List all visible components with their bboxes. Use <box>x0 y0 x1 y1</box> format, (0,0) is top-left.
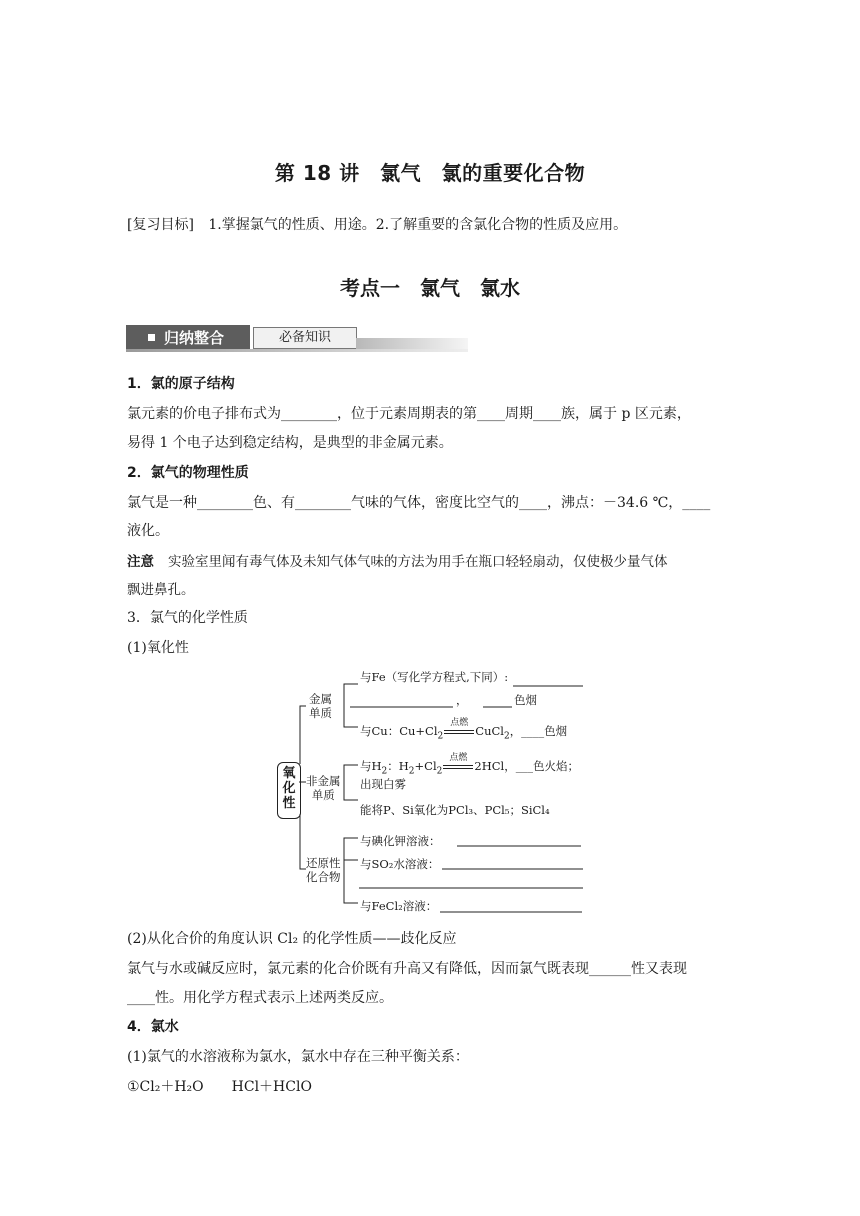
oxidizing-box <box>277 762 301 819</box>
note-text-2: 飘进鼻孔。 <box>127 582 195 598</box>
goal-label: [复习目标] <box>127 217 194 233</box>
so2-line: 与SO₂水溶液： <box>360 857 440 871</box>
s1-line-1: 氯元素的价电子排布式为________，位于元素周期表的第____周期____族，属于 p 区元素， <box>127 406 691 422</box>
compound-label-1: 还原性 <box>306 856 341 870</box>
heading-atomic-structure: 1．氯的原子结构 <box>127 376 235 392</box>
center-char-1: 氧 <box>282 766 296 781</box>
h2-text-b: ：H <box>387 759 409 773</box>
h2-text-d: 2HCl，___色火焰； <box>474 759 579 773</box>
nonmetal-label-1: 非金属 <box>306 774 341 788</box>
nonmetal-label-2: 单质 <box>311 788 335 802</box>
section-banner <box>126 325 468 352</box>
metal-label-1: 金属 <box>309 692 332 706</box>
fe-line-2-mid: ， <box>456 693 468 707</box>
h2-line-2: 出现白雾 <box>360 777 406 791</box>
s3-line-1: 氯气与水或碱反应时，氯元素的化合价既有升高又有降低，因而氯气既表现______性又表现 <box>127 961 687 977</box>
banner-secondary-label: 必备知识 <box>253 327 357 349</box>
heading-chlorine-water: 4．氯水 <box>127 1019 179 1035</box>
compound-label <box>306 856 341 884</box>
section-title: 考点一 氯气 氯水 <box>340 276 520 300</box>
banner-fade <box>356 338 468 349</box>
note-label: 注意 <box>127 554 154 570</box>
s1-line-2: 易得 1 个电子达到稳定结构，是典型的非金属元素。 <box>127 435 453 451</box>
heading-chemical-properties: 3．氯气的化学性质 <box>127 610 248 626</box>
cu-text-b: CuCl <box>475 724 504 738</box>
s4-line-1: (1)氯气的水溶液称为氯水，氯水中存在三种平衡关系： <box>127 1049 469 1065</box>
heading-physical-properties: 2．氯气的物理性质 <box>127 465 249 481</box>
metal-label <box>309 692 332 720</box>
metal-label-2: 单质 <box>309 706 332 720</box>
h2-text-a: 与H <box>360 759 382 773</box>
sub-oxidizing: (1)氧化性 <box>127 640 189 656</box>
h2-text-c: +Cl <box>414 759 437 773</box>
center-char-3: 性 <box>282 796 296 811</box>
cu-condition-arrow <box>443 718 475 738</box>
note-text-1: 实验室里闻有毒气体及未知气体气味的方法为用手在瓶口轻轻扇动，仅使极少量气体 <box>168 554 668 570</box>
review-goals <box>127 214 627 234</box>
s3-line-2: ____性。用化学方程式表示上述两类反应。 <box>127 990 393 1006</box>
note-line-1 <box>127 550 668 570</box>
s2-line-2: 液化。 <box>127 523 169 539</box>
center-char-2: 化 <box>282 781 296 796</box>
h2-condition-arrow <box>442 753 474 773</box>
cu-text-end: ，____色烟 <box>509 724 568 738</box>
ki-line: 与碘化钾溶液： <box>360 834 441 848</box>
sub-disproportionation: (2)从化合价的角度认识 Cl₂ 的化学性质——歧化反应 <box>127 931 457 947</box>
banner-baseline <box>126 349 468 352</box>
nonmetal-label <box>306 774 341 802</box>
h2-condition: 点燃 <box>449 753 468 763</box>
cu-condition: 点燃 <box>450 718 469 728</box>
fe-line-1: 与Fe（写化学方程式,下同）: <box>360 670 509 684</box>
s4-equation-1: ①Cl₂＋H₂O HCl＋HClO <box>127 1079 312 1095</box>
goal-text: 1.掌握氯气的性质、用途。2.了解重要的含氯化合物的性质及应用。 <box>208 217 628 233</box>
h2-reaction: 与$H_2$：$H_2+Cl_2$ 点燃 2HCl，___色火焰； <box>360 758 579 776</box>
fecl2-line: 与FeCl₂溶液： <box>360 899 438 913</box>
cu-reaction: 与Cu：$Cu+Cl_2$ 点燃 CuCl$_2$，____色烟 <box>360 723 567 741</box>
fe-line-2-end: 色烟 <box>514 693 537 707</box>
compound-label-2: 化合物 <box>306 870 341 884</box>
banner-square-icon <box>148 334 155 341</box>
page-title: 第 18 讲 氯气 氯的重要化合物 <box>274 161 586 185</box>
s2-line-1: 氯气是一种________色、有________气味的气体，密度比空气的____，沸点：－34.6 ℃，____ <box>127 495 711 511</box>
cu-text-a: 与Cu：Cu+Cl <box>360 724 438 738</box>
p-si-line: 能将P、Si氧化为PCl₃、PCl₅；SiCl₄ <box>360 803 550 817</box>
banner-primary-label: 归纳整合 <box>164 329 225 347</box>
